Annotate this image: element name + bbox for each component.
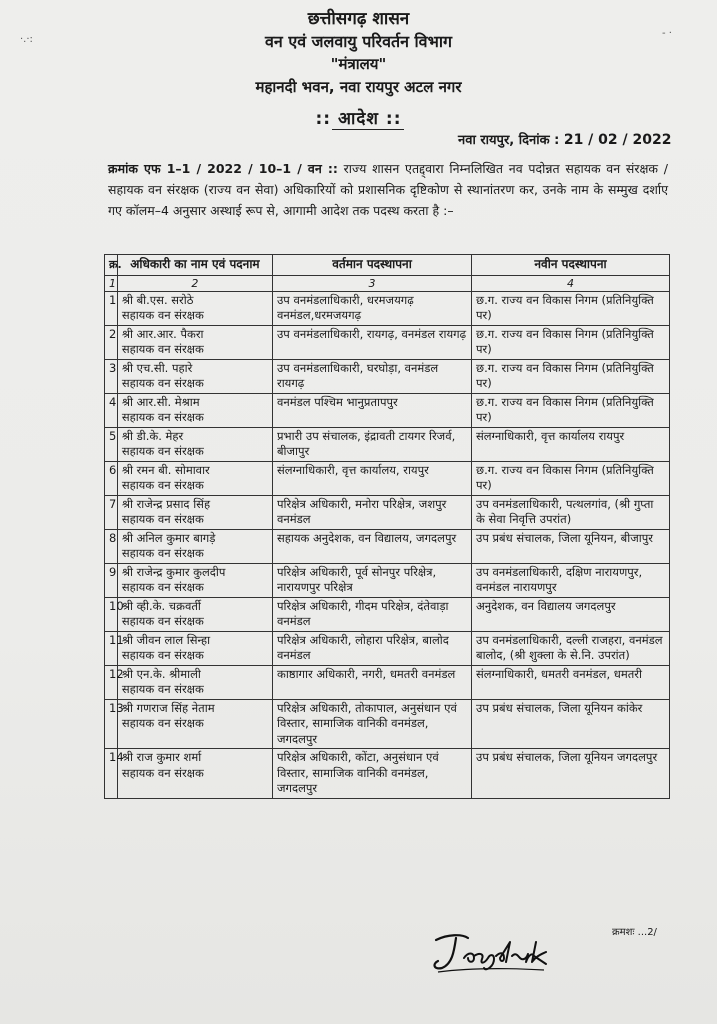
table-row [105, 597, 670, 631]
officer-designation: सहायक वन संरक्षक [121, 682, 204, 696]
scan-speck: ·.·: [20, 34, 33, 45]
scan-speck: - · [662, 28, 672, 39]
officer-cell [117, 563, 272, 597]
table-row [105, 495, 670, 529]
serial-cell: 10 [105, 597, 118, 631]
current-posting-cell: वनमंडल पश्चिम भानुप्रतापपुर [272, 393, 471, 427]
current-posting-cell: उप वनमंडलाधिकारी, रायगढ़, वनमंडल रायगढ़ [272, 325, 471, 359]
current-posting-cell: परिक्षेत्र अधिकारी, लोहारा परिक्षेत्र, बालोद वनमंडल [272, 631, 471, 665]
date-label: नवा रायपुर, दिनांक : [458, 133, 560, 148]
new-posting-cell: छ.ग. राज्य वन विकास निगम (प्रतिनियुक्ति पर) [472, 359, 670, 393]
new-posting-cell: उप प्रबंध संचालक, जिला यूनियन जगदलपुर [472, 749, 670, 799]
table-row [105, 699, 670, 749]
order-intro-text: राज्य शासन एतद्द्वारा निम्नलिखित नव पदोन्नत सहायक वन संरक्षक / सहायक वन संरक्षक (राज्य वन सेवा) अधिकारियों को प्रशासनिक दृष्टिकोण से स्थानांतरण कर, उनके नाम के सम्मुख दर्शाए गए कॉलम–4 अनुसार अस्थाई रूप से, आगामी आदेश तक पदस्थ करता है :– [108, 161, 668, 218]
officer-cell [117, 291, 272, 325]
current-posting-cell: परिक्षेत्र अधिकारी, गीदम परिक्षेत्र, दंतेवाड़ा वनमंडल [272, 597, 471, 631]
serial-cell: 13 [105, 699, 118, 749]
officer-name: श्री राजेन्द्र कुमार कुलदीप [121, 564, 226, 579]
serial-cell: 6 [105, 461, 118, 495]
officer-cell [117, 393, 272, 427]
table-row [105, 393, 670, 427]
table-header-row [105, 255, 670, 276]
header-serial: क्र. [105, 255, 118, 276]
officer-designation: सहायक वन संरक्षक [121, 410, 204, 424]
order-title: :: आदेश :: [315, 109, 402, 129]
officer-designation: सहायक वन संरक्षक [121, 444, 204, 458]
officer-cell [117, 359, 272, 393]
new-posting-cell: संलग्नाधिकारी, धमतरी वनमंडल, धमतरी [472, 665, 670, 699]
ministry-name: "मंत्रालय" [330, 55, 387, 73]
serial-cell: 5 [105, 427, 118, 461]
officer-cell [117, 597, 272, 631]
serial-cell: 8 [105, 529, 118, 563]
new-posting-cell: उप प्रबंध संचालक, जिला यूनियन, बीजापुर [472, 529, 670, 563]
column-number: 4 [472, 275, 670, 291]
officer-cell [117, 325, 272, 359]
transfer-table [104, 254, 670, 799]
new-posting-cell: संलग्नाधिकारी, वृत्त कार्यालय रायपुर [472, 427, 670, 461]
order-date: 21 / 02 / 2022 [563, 132, 672, 148]
officer-cell [117, 495, 272, 529]
column-number: 3 [272, 275, 471, 291]
serial-cell: 2 [105, 325, 118, 359]
table-row [105, 529, 670, 563]
new-posting-cell: छ.ग. राज्य वन विकास निगम (प्रतिनियुक्ति पर) [472, 393, 670, 427]
officer-designation: सहायक वन संरक्षक [121, 716, 204, 730]
new-posting-cell: उप प्रबंध संचालक, जिला यूनियन कांकेर [472, 699, 670, 749]
officer-name: श्री एच.सी. पहारे [121, 360, 193, 375]
table-row [105, 461, 670, 495]
officer-cell [117, 529, 272, 563]
officer-name: श्री रमन बी. सोमावार [121, 462, 210, 477]
new-posting-cell: छ.ग. राज्य वन विकास निगम (प्रतिनियुक्ति पर) [472, 461, 670, 495]
current-posting-cell: परिक्षेत्र अधिकारी, कोंटा, अनुसंधान एवं विस्तार, सामाजिक वानिकी वनमंडल, जगदलपुर [272, 749, 471, 799]
officer-cell [117, 631, 272, 665]
new-posting-cell: उप वनमंडलाधिकारी, पत्थलगांव, (श्री गुप्ता के सेवा निवृत्ति उपरांत) [472, 495, 670, 529]
officer-designation: सहायक वन संरक्षक [121, 614, 204, 628]
officer-cell [117, 699, 272, 749]
officer-designation: सहायक वन संरक्षक [121, 765, 204, 780]
header-new-posting: नवीन पदस्थापना [472, 255, 670, 276]
officer-designation: सहायक वन संरक्षक [121, 342, 204, 356]
serial-cell: 9 [105, 563, 118, 597]
officer-cell [117, 749, 272, 799]
header-current-posting: वर्तमान पदस्थापना [272, 255, 471, 276]
officer-designation: सहायक वन संरक्षक [121, 478, 204, 492]
header-officer-name: अधिकारी का नाम एवं पदनाम [117, 255, 272, 276]
officer-designation: सहायक वन संरक्षक [121, 580, 204, 594]
place-date-line [458, 130, 671, 148]
officer-cell [117, 665, 272, 699]
handwritten-signature [428, 928, 554, 978]
officer-name: श्री राज कुमार शर्मा [121, 750, 202, 764]
officer-designation: सहायक वन संरक्षक [121, 512, 204, 526]
officer-designation: सहायक वन संरक्षक [121, 376, 204, 390]
new-posting-cell: उप वनमंडलाधिकारी, दक्षिण नारायणपुर, वनमंडल नारायणपुर [472, 563, 670, 597]
current-posting-cell: परिक्षेत्र अधिकारी, मनोरा परिक्षेत्र, जशपुर वनमंडल [272, 495, 471, 529]
table-row [105, 427, 670, 461]
government-name: छत्तीसगढ़ शासन [307, 9, 410, 29]
page-continuation-marker: क्रमशः ...2/ [612, 927, 657, 938]
officer-name: श्री राजेन्द्र प्रसाद सिंह [121, 496, 211, 511]
officer-designation: सहायक वन संरक्षक [121, 648, 204, 662]
order-reference-number: क्रमांक एफ 1–1 / 2022 / 10–1 / वन :: [108, 161, 338, 176]
current-posting-cell: प्रभारी उप संचालक, इंद्रावती टायगर रिजर्व, बीजापुर [272, 427, 471, 461]
department-name: वन एवं जलवायु परिवर्तन विभाग [265, 32, 452, 51]
officer-name: श्री आर.सी. मेश्राम [121, 394, 200, 409]
officer-name: श्री व्ही.के. चक्रवर्ती [121, 598, 201, 613]
current-posting-cell: संलग्नाधिकारी, वृत्त कार्यालय, रायपुर [272, 461, 471, 495]
table-row [105, 665, 670, 699]
table-row [105, 749, 670, 799]
table-row [105, 631, 670, 665]
table-row [105, 563, 670, 597]
officer-cell [117, 461, 272, 495]
current-posting-cell: उप वनमंडलाधिकारी, घरघोड़ा, वनमंडल रायगढ़ [272, 359, 471, 393]
office-address: महानदी भवन, नवा रायपुर अटल नगर [255, 78, 462, 96]
column-number: 2 [117, 275, 272, 291]
officer-name: श्री एन.के. श्रीमाली [121, 666, 201, 681]
serial-cell: 14 [105, 749, 118, 799]
title-underline [332, 129, 404, 130]
officer-designation: सहायक वन संरक्षक [121, 546, 204, 560]
new-posting-cell: छ.ग. राज्य वन विकास निगम (प्रतिनियुक्ति पर) [472, 291, 670, 325]
serial-cell: 1 [105, 291, 118, 325]
officer-designation: सहायक वन संरक्षक [121, 308, 204, 322]
new-posting-cell: उप वनमंडलाधिकारी, दल्ली राजहरा, वनमंडल बालोद, (श्री शुक्ला के से.नि. उपरांत) [472, 631, 670, 665]
new-posting-cell: छ.ग. राज्य वन विकास निगम (प्रतिनियुक्ति पर) [472, 325, 670, 359]
column-number: 1 [105, 275, 118, 291]
officer-name: श्री डी.के. मेहर [121, 428, 184, 443]
current-posting-cell: परिक्षेत्र अधिकारी, पूर्व सोनपुर परिक्षेत्र, नारायणपुर परिक्षेत्र [272, 563, 471, 597]
serial-cell: 11 [105, 631, 118, 665]
current-posting-cell: परिक्षेत्र अधिकारी, तोकापाल, अनुसंधान एवं विस्तार, सामाजिक वानिकी वनमंडल, जगदलपुर [272, 699, 471, 749]
officer-name: श्री आर.आर. पैकरा [121, 326, 204, 341]
current-posting-cell: सहायक अनुदेशक, वन विद्यालय, जगदलपुर [272, 529, 471, 563]
serial-cell: 7 [105, 495, 118, 529]
officer-name: श्री अनिल कुमार बागड़े [121, 530, 216, 545]
serial-cell: 3 [105, 359, 118, 393]
new-posting-cell: अनुदेशक, वन विद्यालय जगदलपुर [472, 597, 670, 631]
table-row [105, 359, 670, 393]
officer-name: श्री जीवन लाल सिन्हा [121, 632, 211, 647]
current-posting-cell: उप वनमंडलाधिकारी, धरमजयगढ़ वनमंडल,धरमजयगढ़ [272, 291, 471, 325]
officer-name: श्री बी.एस. सरोठे [121, 292, 194, 307]
table-row [105, 325, 670, 359]
officer-cell [117, 427, 272, 461]
current-posting-cell: काष्ठागार अधिकारी, नगरी, धमतरी वनमंडल [272, 665, 471, 699]
serial-cell: 4 [105, 393, 118, 427]
column-number-row [105, 275, 670, 291]
table-row [105, 291, 670, 325]
order-body-text [108, 158, 668, 221]
officer-name: श्री गणराज सिंह नेताम [121, 700, 215, 715]
serial-cell: 12 [105, 665, 118, 699]
